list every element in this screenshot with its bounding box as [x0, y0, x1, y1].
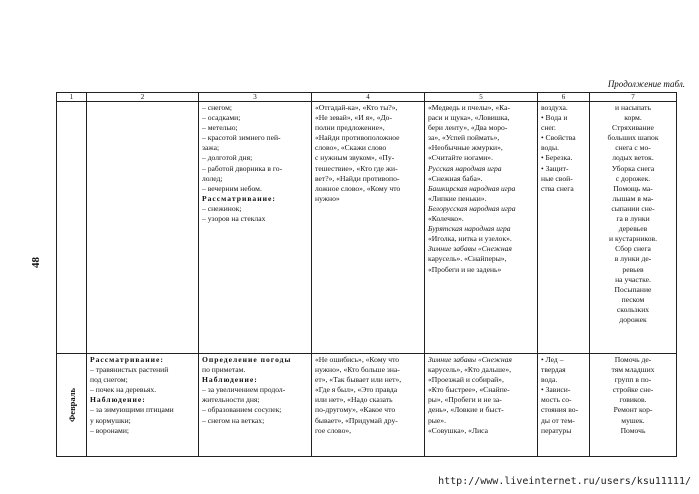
cell-line: – за зимующими птицами	[90, 405, 174, 415]
cell-line: ет», «Так бывает или нет»,	[315, 375, 402, 385]
cell-line: и кустарников.	[608, 234, 657, 244]
cell-line: деревьев	[618, 224, 648, 234]
cell-line: «Пробеги и не задень»	[428, 264, 502, 274]
cell-line: сыпании сне-	[611, 203, 655, 213]
cell-line: Наблюдение:	[90, 395, 146, 405]
cell-observation-details	[199, 354, 312, 457]
cell-line: говиков.	[619, 395, 647, 405]
cell-line: Сбор снега	[615, 244, 651, 254]
cell-line: • Защит-	[541, 163, 569, 173]
cell-line: – снегом на ветках;	[202, 415, 265, 425]
cell-line: вода.	[541, 375, 558, 385]
col-number: 6	[538, 93, 590, 102]
cell-line: по-другому», «Какое что	[315, 405, 396, 415]
cell-experiments	[538, 354, 590, 457]
cell-line: бери ленту», «Два моро-	[428, 123, 508, 133]
cell-line: скользких	[616, 304, 650, 314]
cell-line: под снегом;	[90, 375, 128, 385]
cell-line: «Необычные жмурки»,	[428, 143, 503, 153]
cell-line: больших шапок	[607, 133, 659, 143]
table-row	[57, 102, 677, 354]
cell-line: лодых веток.	[612, 153, 654, 163]
continuation-note: Продолжение табл.	[607, 79, 685, 89]
cell-line: Посыпание	[614, 284, 652, 294]
cell-line: Стряхивание	[612, 123, 654, 133]
cell-line: рые».	[428, 415, 446, 425]
cell-line: «Кто быстрее», «Снайпе-	[428, 385, 510, 395]
cell-line: • Березка.	[541, 153, 573, 163]
cell-outdoor-games	[425, 354, 538, 457]
cell-line: Ремонт кор-	[613, 405, 653, 415]
cell-line: – снежинок;	[202, 203, 242, 213]
cell-line: за», «Успей поймать»,	[428, 133, 500, 143]
cell-line: снег.	[541, 123, 556, 133]
cell-line: Рассматривание:	[202, 193, 276, 203]
cell-line: гое слово»,	[315, 425, 352, 435]
cell-line: – почек на деревьях.	[90, 385, 157, 395]
cell-line: стояния во-	[541, 405, 579, 415]
cell-line: или нет», «Надо сказать	[315, 395, 393, 405]
cell-line: групп в по-	[614, 375, 652, 385]
cell-line: га в лунки	[616, 214, 650, 224]
cell-line: Помочь де-	[614, 355, 652, 364]
cell-line: «Снежная баба».	[428, 173, 483, 183]
cell-line: Уборка снега	[611, 163, 655, 173]
cell-line: карусель», «Кто дальше»,	[428, 365, 512, 375]
cell-line: карусель». «Снайперы»,	[428, 254, 507, 264]
cell-line: бывает», «Придумай дру-	[315, 415, 398, 425]
cell-line: с дорожек.	[615, 173, 651, 183]
cell-line: снега с мо-	[615, 143, 651, 153]
cell-line: лышам в ма-	[612, 193, 654, 203]
col-number: 3	[199, 93, 312, 102]
cell-line: ры», «Пробеги и не за-	[428, 395, 502, 405]
cell-labor	[590, 354, 677, 457]
cell-line: «Считайте ногами».	[428, 153, 493, 163]
cell-line: – узоров на стеклах	[202, 214, 266, 224]
cell-line: на участке.	[615, 274, 651, 284]
cell-line: «Где я был», «Это правда	[315, 385, 398, 395]
cell-line: полни предложение»,	[315, 123, 385, 133]
cell-line: пературы	[541, 425, 572, 435]
cell-line: по приметам.	[202, 365, 246, 375]
cell-line: с нужным звуком», «Пу-	[315, 153, 395, 163]
cell-line: «Липкие пеньки».	[428, 193, 487, 203]
cell-line: нужно», «Кто больше зна-	[315, 365, 400, 375]
cell-line: в лунки де-	[614, 254, 652, 264]
cell-line: – травянистых растений	[90, 365, 169, 375]
cell-line: лолед;	[202, 173, 223, 183]
cell-line: Помочь	[620, 425, 646, 435]
cell-labor	[590, 102, 677, 354]
cell-line: ды от тем-	[541, 415, 575, 425]
cell-line: • Свойства	[541, 133, 576, 143]
cell-outdoor-games	[425, 102, 538, 354]
cell-line: раси и щука», «Ловишка,	[428, 113, 510, 123]
cell-line: слово», «Скажи слово	[315, 143, 387, 153]
cell-line: – метелью;	[202, 123, 238, 133]
cell-line: – снегом;	[202, 103, 232, 112]
cell-didactic-games	[312, 354, 425, 457]
cell-line: «Совушка», «Лиса	[428, 425, 489, 435]
cell-didactic-games	[312, 102, 425, 354]
cell-line: воды.	[541, 143, 559, 153]
cell-line: зажа;	[202, 143, 220, 153]
cell-line: Башкирская народная игра	[428, 183, 516, 193]
month-label: Февраль	[66, 388, 77, 422]
col-number: 1	[57, 93, 87, 102]
cell-line: у кормушки;	[90, 415, 131, 425]
cell-line: «Иголка, нитка и узелок».	[428, 234, 512, 244]
cell-line: ства снега	[541, 183, 574, 193]
cell-line: Белорусская народная игра	[428, 203, 516, 213]
cell-line: – за увеличением продол-	[202, 385, 286, 395]
cell-line: «Не зевай», «И я», «До-	[315, 113, 393, 123]
cell-line: Наблюдение:	[202, 375, 258, 385]
cell-line: Рассматривание:	[90, 355, 164, 364]
cell-line: • Лед –	[541, 355, 564, 364]
cell-line: Зимние забавы «Снежная	[428, 355, 512, 364]
cell-line: мость со-	[541, 395, 572, 405]
month-cell-empty	[57, 102, 87, 354]
cell-observation-details	[199, 102, 312, 354]
cell-line: – вечерним небом.	[202, 183, 262, 193]
cell-line: и насыпать	[615, 103, 651, 112]
cell-experiments	[538, 102, 590, 354]
cell-line: нужно»	[315, 193, 340, 203]
cell-line: «Не ошибись», «Кому что	[315, 355, 400, 364]
column-number-row	[57, 93, 677, 102]
cell-line: – долготой дня;	[202, 153, 253, 163]
cell-line: ревьев	[622, 264, 644, 274]
cell-line: твердая	[541, 365, 566, 375]
cell-line: – работой дворника в го-	[202, 163, 283, 173]
cell-line: «Колечко».	[428, 214, 464, 224]
cell-line: дорожек	[619, 314, 647, 324]
cell-line: корм.	[624, 113, 642, 123]
page-number: 48	[30, 257, 42, 268]
source-url[interactable]: http://www.liveinternet.ru/users/ksu11111/	[438, 476, 691, 487]
month-cell	[57, 354, 87, 457]
col-number: 2	[87, 93, 199, 102]
cell-line: песком	[621, 294, 645, 304]
cell-line: «Проезжай и собирай»,	[428, 375, 504, 385]
cell-line: – осадками;	[202, 113, 241, 123]
cell-line: Бурятская народная игра	[428, 224, 511, 234]
cell-line: день», «Ловкие и быст-	[428, 405, 504, 415]
cell-line: жительности дня;	[202, 395, 260, 405]
cell-line: – образованием сосулек;	[202, 405, 282, 415]
cell-line: • Зависи-	[541, 385, 571, 395]
cell-line: воздуха.	[541, 103, 568, 112]
cell-line: «Найди противоположное	[315, 133, 400, 143]
cell-observation	[87, 102, 199, 354]
cell-line: вет?», «Найди противопо-	[315, 173, 400, 183]
col-number: 4	[312, 93, 425, 102]
cell-line: – воронами;	[90, 425, 130, 435]
cell-line: • Вода и	[541, 113, 568, 123]
cell-line: Определение погоды	[202, 355, 292, 364]
cell-line: Русская народная игра	[428, 163, 502, 173]
cell-line: Зимние забавы «Снежная	[428, 244, 512, 254]
col-number: 5	[425, 93, 538, 102]
cell-line: «Отгадай-ка», «Кто ты?»,	[315, 103, 398, 112]
cell-line: мушек.	[621, 415, 645, 425]
cell-line: Помощь ма-	[613, 183, 653, 193]
cell-observation	[87, 354, 199, 457]
activity-table	[56, 92, 677, 457]
cell-line: ложное слово», «Кому что	[315, 183, 401, 193]
cell-line: – красотой зимнего пей-	[202, 133, 281, 143]
cell-line: тешествие», «Кто где жи-	[315, 163, 398, 173]
cell-line: ные свой-	[541, 173, 573, 183]
col-number: 7	[590, 93, 677, 102]
cell-line: тям младших	[611, 365, 655, 375]
cell-line: «Медведь и пчелы», «Ка-	[428, 103, 510, 112]
cell-line: стройке сне-	[612, 385, 654, 395]
table-row	[57, 354, 677, 457]
